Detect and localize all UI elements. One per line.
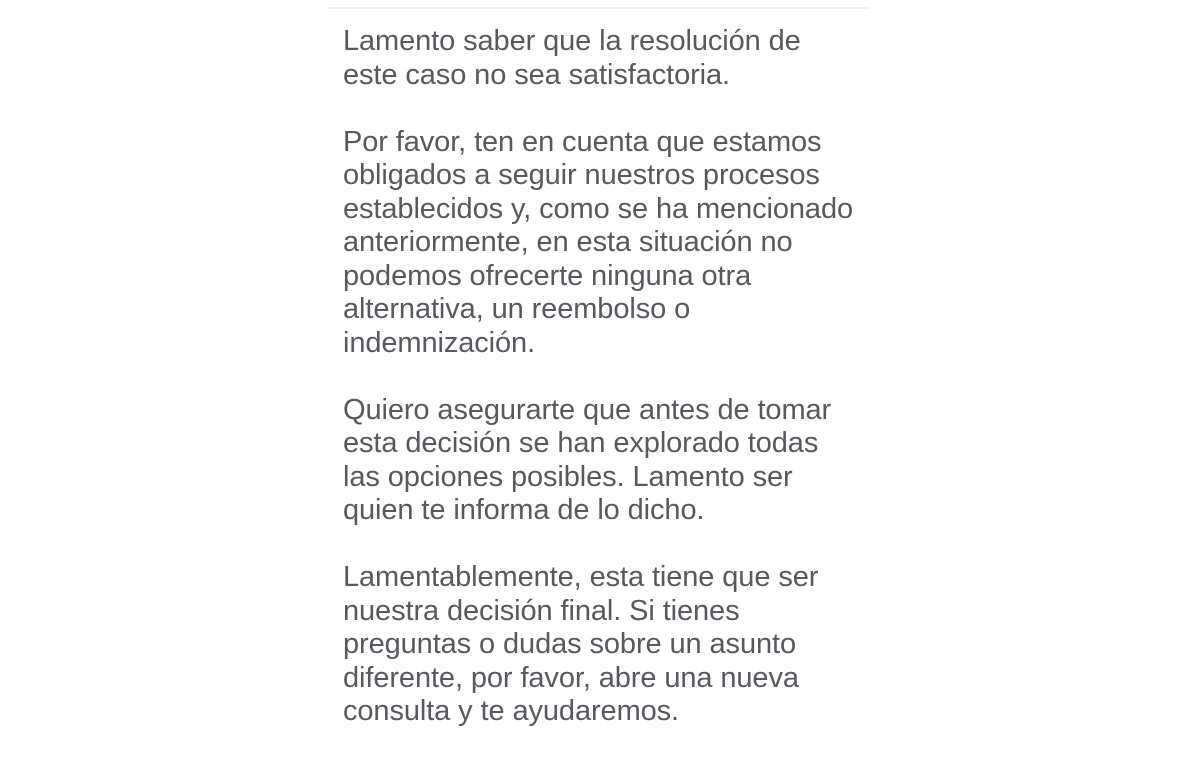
paragraph — [343, 126, 870, 361]
text-line: alternativa, un reembolso o — [343, 293, 691, 325]
text-line: Lamentablemente, esta tiene que ser — [343, 561, 819, 593]
text-line: podemos ofrecerte ninguna otra — [343, 259, 752, 292]
text-line: obligados a seguir nuestros procesos — [343, 159, 820, 191]
text-line: preguntas o dudas sobre un asunto — [343, 628, 796, 660]
text-line: diferente, por favor, abre una nueva — [343, 661, 799, 694]
message-separator-line — [328, 7, 870, 9]
text-line: las opciones posibles. Lamento ser — [343, 460, 793, 493]
text-line: indemnización. — [343, 326, 536, 359]
text-line: este caso no sea satisfactoria. — [343, 58, 730, 91]
message-body — [343, 25, 870, 729]
text-line: establecidos y, como se ha mencionado — [343, 192, 854, 225]
text-line: anteriormente, en esta situación no — [343, 226, 793, 258]
text-line: Lamento saber que la resolución de — [343, 25, 801, 57]
paragraph — [343, 561, 870, 729]
paragraph — [343, 394, 870, 528]
text-line: consulta y te ayudaremos. — [343, 695, 680, 727]
paragraph — [343, 25, 870, 92]
text-line: Por favor, ten en cuenta que estamos — [343, 125, 822, 158]
text-line: nuestra decisión final. Si tienes — [343, 594, 740, 627]
text-line: Quiero asegurarte que antes de tomar — [343, 393, 832, 426]
text-line: quien te informa de lo dicho. — [343, 494, 705, 526]
text-line: esta decisión se han explorado todas — [343, 427, 819, 459]
message-view — [330, 0, 870, 757]
